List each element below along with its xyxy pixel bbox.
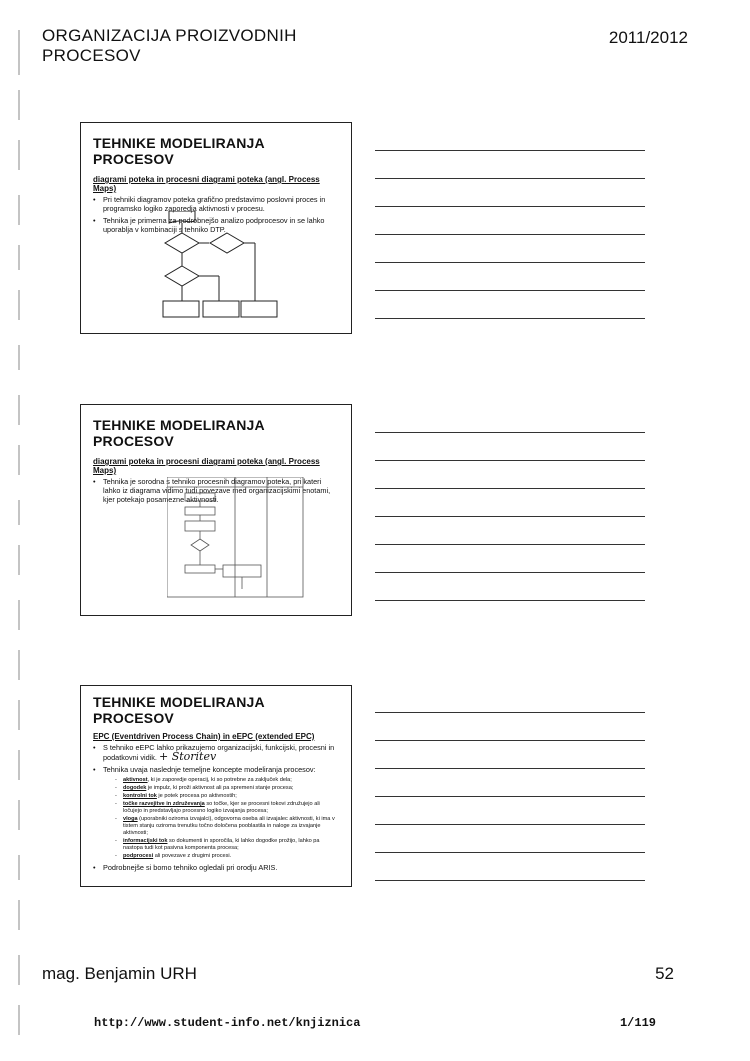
school-year: 2011/2012: [608, 28, 688, 47]
bullet: • Tehnika je primerna za podrobnejšo analizo podprocesov in se lahko uporablja v kombinaciji s tehniko DTP.: [93, 216, 325, 234]
bullet: • Pri tehniki diagramov poteka grafično predstavimo poslovni proces in programsko logiko zaporedja aktivnosti v procesu.: [93, 195, 326, 213]
slide-2: [80, 404, 352, 616]
flowchart-diagram: [149, 211, 289, 321]
slide-title: TEHNIKE MODELIRANJA PROCESOV: [93, 694, 265, 726]
note-line: [375, 740, 645, 741]
slide-3: [80, 685, 352, 887]
note-line: [375, 206, 645, 207]
note-line: [375, 712, 645, 713]
concept-item: - informacijski tok so dokumenti in sporočila, ki lahko dogodke prožijo, lahko pa nastopa tudi kot pasivna komponenta procesa;: [115, 838, 320, 851]
slide-title: TEHNIKE MODELIRANJA PROCESOV: [93, 417, 265, 449]
note-line: [375, 880, 645, 881]
concept-item: - vloga (uporabniki oziroma izvajalci), odgovorna oseba ali izvajalec aktivnosti, ki ima v tistem stanju oziroma trenutku točno določena pooblastila in naloge za izvajanje aktivnosti;: [115, 816, 335, 836]
note-line: [375, 824, 645, 825]
slide-subtitle: EPC (Eventdriven Process Chain) in eEPC (extended EPC): [93, 732, 315, 741]
slide-1: [80, 122, 352, 334]
note-line: [375, 768, 645, 769]
note-line: [375, 234, 645, 235]
bullet: • S tehniko eEPC lahko prikazujemo organizacijski, funkcijski, procesni in podatkovni vidik. + Storitev: [93, 743, 335, 763]
note-line: [375, 318, 645, 319]
note-line: [375, 460, 645, 461]
note-line: [375, 852, 645, 853]
page-number: 52: [655, 964, 674, 983]
page-count: 1/119: [619, 1016, 656, 1030]
note-line: [375, 600, 645, 601]
concept-item: - podprocesi ali povezave z drugimi procesi.: [115, 853, 232, 859]
binder-marks: [12, 0, 24, 1061]
concept-item: - točke razvejitve in združevanja so točke, kjer se procesni tokovi združujejo ali ločujejo in predstavljajo procesno logiko izvajanja procesa;: [115, 801, 320, 814]
source-url[interactable]: http://www.student-info.net/knjiznica: [94, 1016, 361, 1030]
slide-subtitle: diagrami poteka in procesni diagrami poteka (angl. Process Maps): [93, 175, 320, 193]
document-title: [42, 26, 342, 66]
note-line: [375, 178, 645, 179]
slide-subtitle: diagrami poteka in procesni diagrami poteka (angl. Process Maps): [93, 457, 320, 475]
note-line: [375, 262, 645, 263]
note-line: [375, 516, 645, 517]
bullet: • Tehnika uvaja naslednje temeljne koncepte modeliranja procesov:: [93, 765, 316, 774]
bullet: • Podrobnejše si bomo tehniko ogledali pri orodju ARIS.: [93, 863, 278, 872]
title-line-1: ORGANIZACIJA PROIZVODNIH: [42, 26, 297, 45]
slide-title: TEHNIKE MODELIRANJA PROCESOV: [93, 135, 265, 167]
handwritten-note: + Storitev: [158, 750, 217, 763]
title-line-2: PROCESOV: [42, 46, 141, 65]
note-line: [375, 544, 645, 545]
swimlane-diagram: [167, 477, 307, 599]
bullet: • Tehnika je sorodna s tehniko procesnih diagramov poteka, pri kateri lahko iz diagrama vidimo tudi povezave med organizacijskimi enotami, kjer potekajo posamezne aktivnosti.: [93, 477, 331, 504]
author-name: mag. Benjamin URH: [42, 964, 197, 983]
note-line: [375, 150, 645, 151]
concept-item: - kontrolni tok je potek procesa po aktivnostih;: [115, 793, 237, 799]
note-line: [375, 290, 645, 291]
note-line: [375, 432, 645, 433]
note-line: [375, 572, 645, 573]
concept-item: - dogodek je impulz, ki proži aktivnost ali pa spremeni stanje procesa;: [115, 785, 294, 791]
note-line: [375, 488, 645, 489]
note-line: [375, 796, 645, 797]
concept-item: - aktivnost, ki je zaporedje operacij, ki so potrebne za zaključek dela;: [115, 777, 292, 783]
